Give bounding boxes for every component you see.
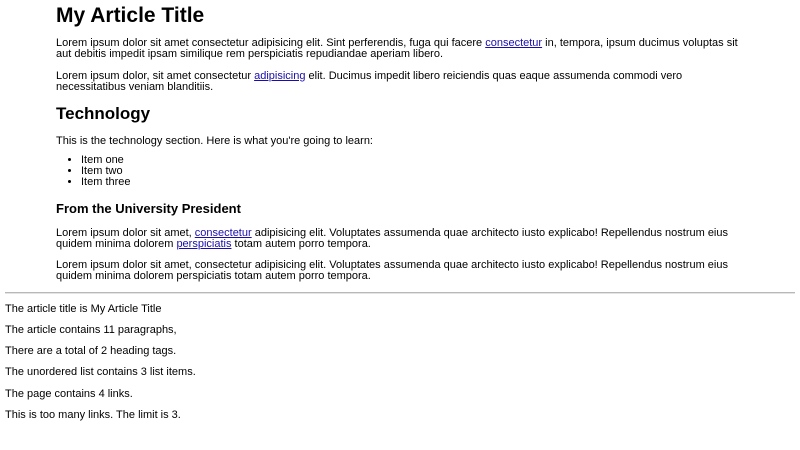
president-paragraph-1-text-start: Lorem ipsum dolor sit amet, — [56, 227, 195, 239]
consectetur-link[interactable]: consectetur — [485, 37, 543, 49]
president-paragraph-1-text-middle: adipisicing elit. Voluptates assumenda quae architecto iusto explicabo! Repellendus nostrum eius quidem minima dolorem — [56, 227, 728, 250]
intro-paragraph-1-text-end: in, tempora, ipsum ducimus voluptas sit aut debitis impedit ipsam similique rem perspiciatis repudiandae aperiam libero. — [56, 37, 738, 60]
list-item: • Item three — [81, 177, 131, 188]
list-item: • Item two — [81, 166, 131, 177]
intro-paragraph-1 — [56, 38, 746, 60]
list-item: • Item one — [81, 155, 131, 166]
consectetur-link-2[interactable]: consectetur — [194, 227, 252, 239]
adipisicing-link[interactable]: adipisicing — [254, 70, 306, 82]
technology-list — [56, 155, 131, 188]
intro-paragraph-2-text-start: Lorem ipsum dolor, sit amet consectetur — [56, 70, 255, 82]
report-paragraph-count-line: The article contains 11 paragraphs, — [5, 324, 177, 336]
report-heading-count-line: There are a total of 2 heading tags. — [5, 345, 177, 357]
technology-intro-text: This is the technology section. Here is what you're going to learn: — [56, 135, 373, 147]
president-paragraph-1 — [56, 228, 746, 250]
report-title-line: The article title is My Article Title — [5, 303, 162, 315]
report-link-limit-line: This is too many links. The limit is 3. — [5, 409, 181, 421]
article-title: My Article Title — [56, 4, 205, 27]
report-list-count-line: The unordered list contains 3 list items. — [5, 366, 196, 378]
horizontal-rule — [5, 292, 795, 294]
intro-paragraph-2-text-end: elit. Ducimus impedit libero reiciendis quas eaque assumenda commodi vero necessitatibus veniam blanditiis. — [56, 70, 683, 93]
technology-heading: Technology — [56, 104, 151, 123]
perspiciatis-link[interactable]: perspiciatis — [176, 238, 232, 250]
intro-paragraph-1-text-start: Lorem ipsum dolor sit amet consectetur adipisicing elit. Sint perferendis, fuga qui facere — [56, 37, 486, 49]
president-paragraph-2: Lorem ipsum dolor sit amet, consectetur adipisicing elit. Voluptates assumenda quae architecto iusto explicabo! Repellendus nostrum eius quidem minima dolorem perspiciatis totam autem porro tempora. — [56, 259, 728, 282]
intro-paragraph-2 — [56, 71, 746, 93]
president-paragraph-1-text-end: totam autem porro tempora. — [231, 238, 371, 250]
report-link-count-line: The page contains 4 links. — [5, 388, 133, 400]
president-heading: From the University President — [56, 201, 241, 216]
